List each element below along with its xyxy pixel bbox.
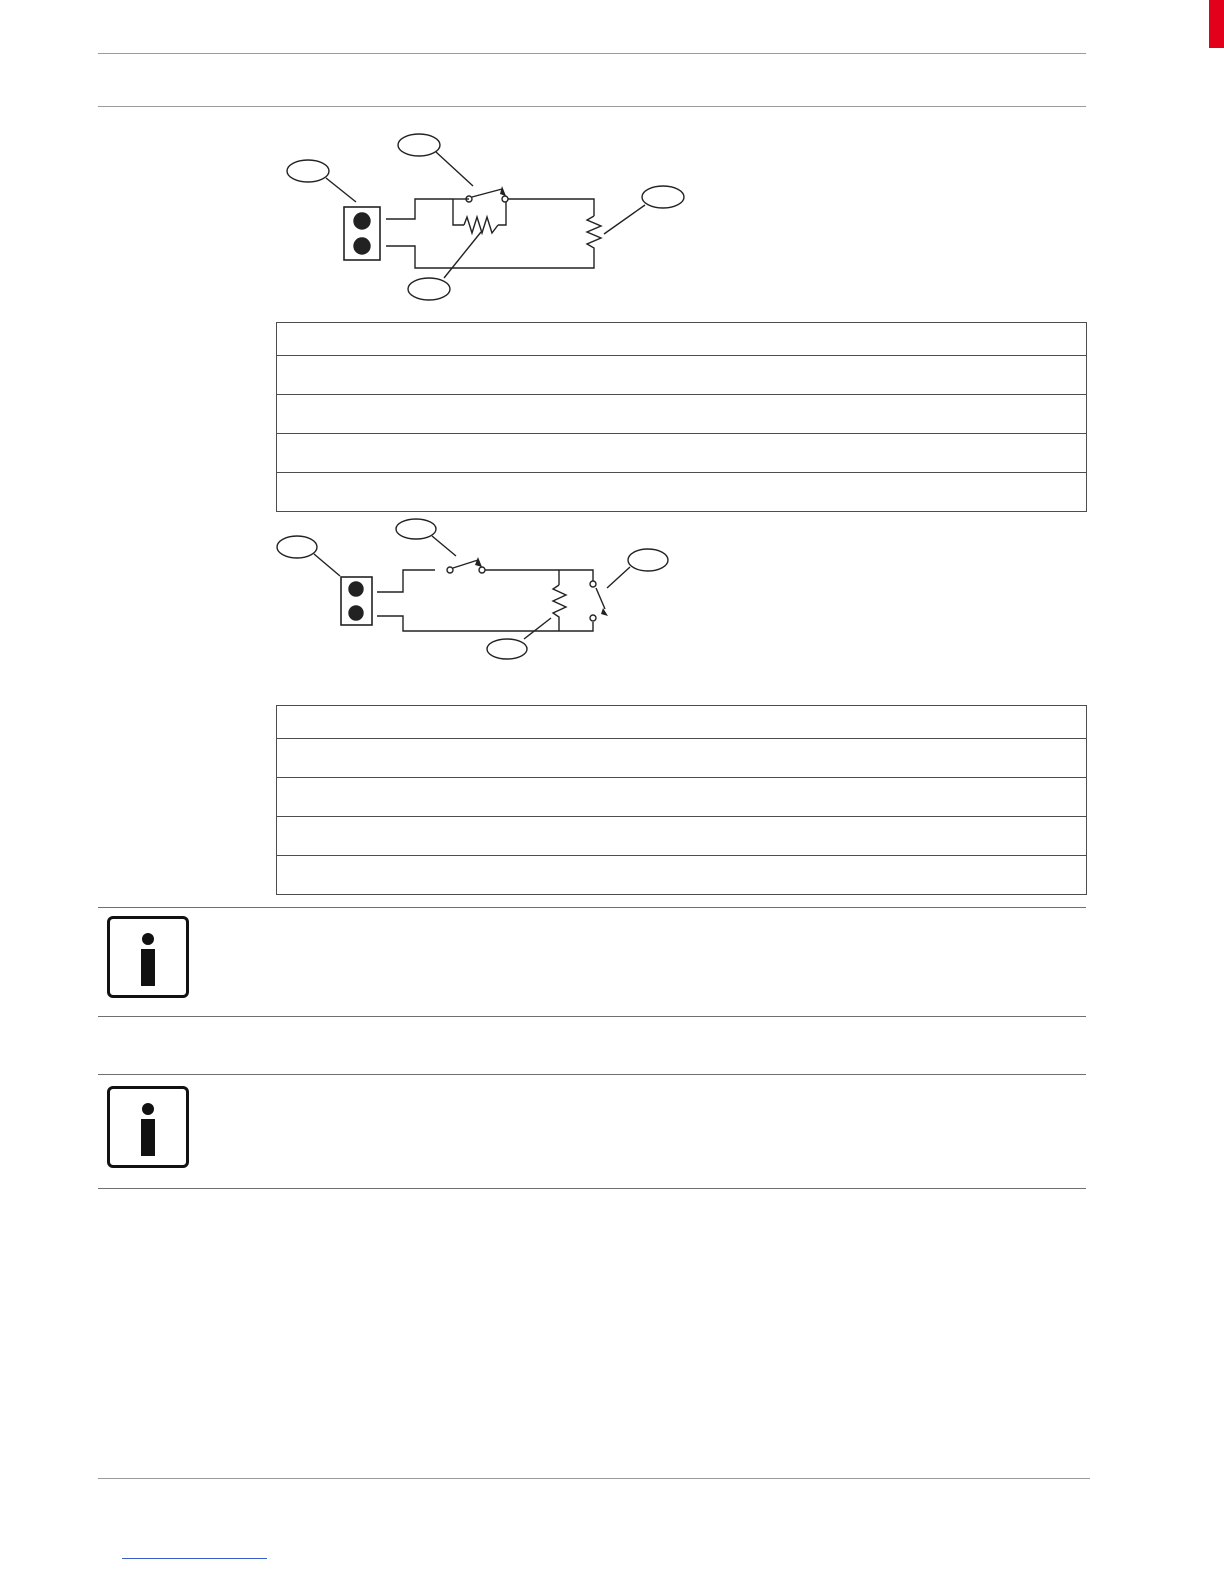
callout-leader bbox=[432, 536, 456, 556]
wiring-diagram-1 bbox=[276, 128, 696, 303]
contact-switch-icon bbox=[447, 567, 453, 573]
footer-rule bbox=[98, 1478, 1090, 1479]
circuit-wire bbox=[386, 246, 594, 268]
note-rule-bottom bbox=[98, 1188, 1086, 1189]
callout-bubble bbox=[642, 186, 684, 208]
table-row bbox=[277, 356, 1087, 395]
callout-leader bbox=[524, 618, 551, 639]
callout-bubble bbox=[396, 519, 436, 539]
contact-switch-icon bbox=[590, 581, 596, 587]
callout-leader bbox=[604, 205, 645, 234]
table-2 bbox=[276, 705, 1087, 895]
wiring-diagram-2 bbox=[270, 518, 680, 663]
circuit-wire bbox=[377, 616, 593, 631]
chapter-tab bbox=[1209, 0, 1224, 48]
table-row bbox=[277, 434, 1087, 473]
circuit-wire bbox=[386, 199, 453, 219]
table-header bbox=[277, 706, 1087, 739]
table-row bbox=[277, 817, 1087, 856]
footer-link-underline[interactable] bbox=[122, 1558, 267, 1559]
info-icon bbox=[107, 916, 189, 998]
circuit-wire bbox=[506, 199, 594, 216]
callout-bubble bbox=[408, 278, 450, 300]
callout-leader bbox=[607, 567, 630, 588]
callout-bubble bbox=[398, 134, 440, 156]
circuit-wire bbox=[453, 199, 464, 225]
table-row bbox=[277, 473, 1087, 512]
callout-bubble bbox=[277, 536, 317, 558]
callout-leader bbox=[326, 178, 356, 202]
table-row bbox=[277, 856, 1087, 895]
info-icon bbox=[107, 1086, 189, 1168]
note-rule-top bbox=[98, 907, 1086, 908]
table-row bbox=[277, 395, 1087, 434]
circuit-wire bbox=[498, 199, 506, 225]
callout-leader bbox=[436, 152, 473, 186]
table-row bbox=[277, 739, 1087, 778]
table-header bbox=[277, 323, 1087, 356]
callout-bubble bbox=[628, 549, 668, 571]
callout-bubble bbox=[487, 639, 527, 659]
resistor-icon bbox=[587, 216, 601, 252]
callout-bubble bbox=[287, 160, 329, 182]
table-row bbox=[277, 778, 1087, 817]
callout-leader bbox=[444, 232, 481, 278]
resistor-icon bbox=[553, 585, 566, 619]
circuit-wire bbox=[484, 570, 593, 581]
header-rule-top bbox=[98, 53, 1086, 54]
resistor-icon bbox=[464, 217, 498, 233]
circuit-wire bbox=[377, 570, 435, 592]
table-1 bbox=[276, 322, 1087, 512]
header-rule-bottom bbox=[98, 106, 1086, 107]
callout-leader bbox=[314, 554, 340, 576]
note-rule-top bbox=[98, 1074, 1086, 1075]
note-rule-bottom bbox=[98, 1016, 1086, 1017]
